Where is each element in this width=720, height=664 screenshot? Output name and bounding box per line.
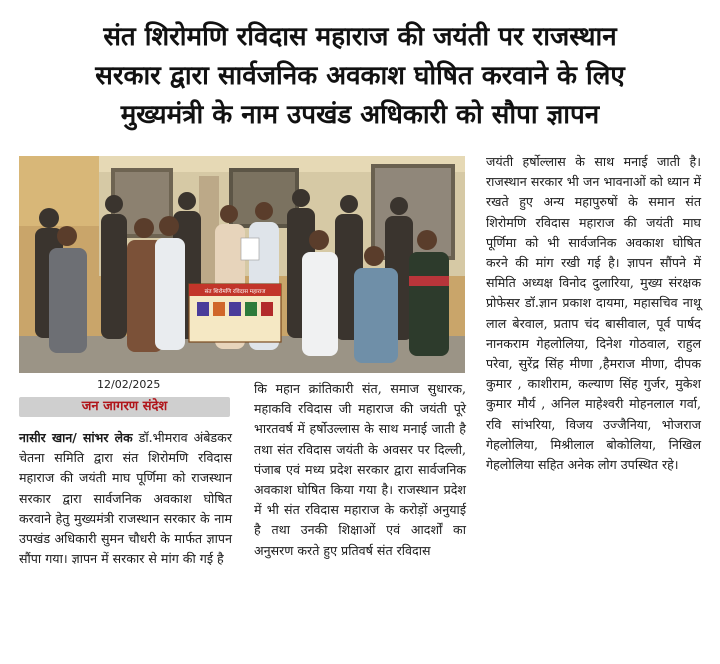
headline-line-2: सरकार द्वारा सार्वजनिक अवकाश घोषित करवाने के लिए: [95, 61, 625, 91]
article-text-2: कि महान क्रांतिकारी संत, समाज सुधारक, महाकवि रविदास जी महाराज की जयंती पूरे भारतवर्ष में हर्षोउल्लास के साथ मनाई जाती है तथा संत रविदास जयंती के अवसर पर दिल्ली, पंजाब एवं मध्य प्रदेश सरकार द्वारा सार्वजनिक अवकाश घोषित किया गया है। राजस्थान प्रदेश में भी संत रविदास महाराज के करोड़ों अनुयाई है तथा उनकी शिक्षाओं एवं आदर्शों का अनुसरण करते हुए प्रतिवर्ष संत रविदास: [254, 381, 466, 558]
banner-text: संत शिरोमणि रविदास महाराज: [204, 289, 266, 295]
news-photo: [19, 156, 465, 373]
newspaper-name: जन जागरण संदेश: [19, 397, 230, 417]
headline-line-3: मुख्यमंत्री के नाम उपखंड अधिकारी को सौपा ज्ञापन: [120, 100, 600, 130]
article-column-3: [486, 152, 701, 475]
article-column-1: [19, 428, 232, 569]
article-text-1: डॉ.भीमराव अंबेडकर चेतना समिति द्वारा संत शिरोमणि रविदास महाराज की जयंती माघ पूर्णिमा को राजस्थान सरकार द्वारा सार्वजनिक अवकाश घोषित करवाने हेतु मुख्यमंत्री राजस्थान सरकार के नाम उपखंड अधिकारी सुमन चौधरी के मार्फत ज्ञापन सौंपा गया। ज्ञापन में सरकार से मांग की गई है: [19, 430, 232, 567]
byline: नासीर खान/ सांभर लेक: [19, 430, 133, 445]
dateline: 12/02/2025: [97, 378, 161, 391]
article-column-2: [254, 379, 466, 561]
article-text-3: जयंती हर्षोल्लास के साथ मनाई जाती है। राजस्थान सरकार भी जन भावनाओं को ध्यान में रखते हुए अन्य महापुरुषों के समान संत शिरोमणि रविदास महाराज की जयंती माघ पूर्णिमा को भी सार्वजनिक अवकाश घोषित करने की मांग रखी गई है। ज्ञापन सौंपने में समिति अध्यक्ष विनोद दुलारिया, मुख्य संरक्षक प्रोफेसर डॉ.ज्ञान प्रकाश दायमा, महासचिव नाथू लाल बेरवाल, प्रताप चंद बासीवाल, पूर्व पार्षद नानकराम गेहलोलिया, दिनेश गोठवाल, राहुल परेवा, सुरेंद्र सिंह मीणा ,हैमराज मीणा, दीपक कुमार , काशीराम, कल्याण सिंह गुर्जर, मुकेश कुमार मौर्य , अनिल माहेश्वरी मोहनलाल गर्वा, रवि सांभरिया, विजय उज्जैनिया, भोजराज गेहलोलिया, मिश्रीलाल बोकोलिया, निखिल गेहलोलिया सहित अनेक लोग उपस्थित रहे।: [486, 154, 701, 473]
headline-line-1: संत शिरोमणि रविदास महाराज की जयंती पर राजस्थान: [103, 22, 617, 52]
headline: [10, 18, 710, 135]
